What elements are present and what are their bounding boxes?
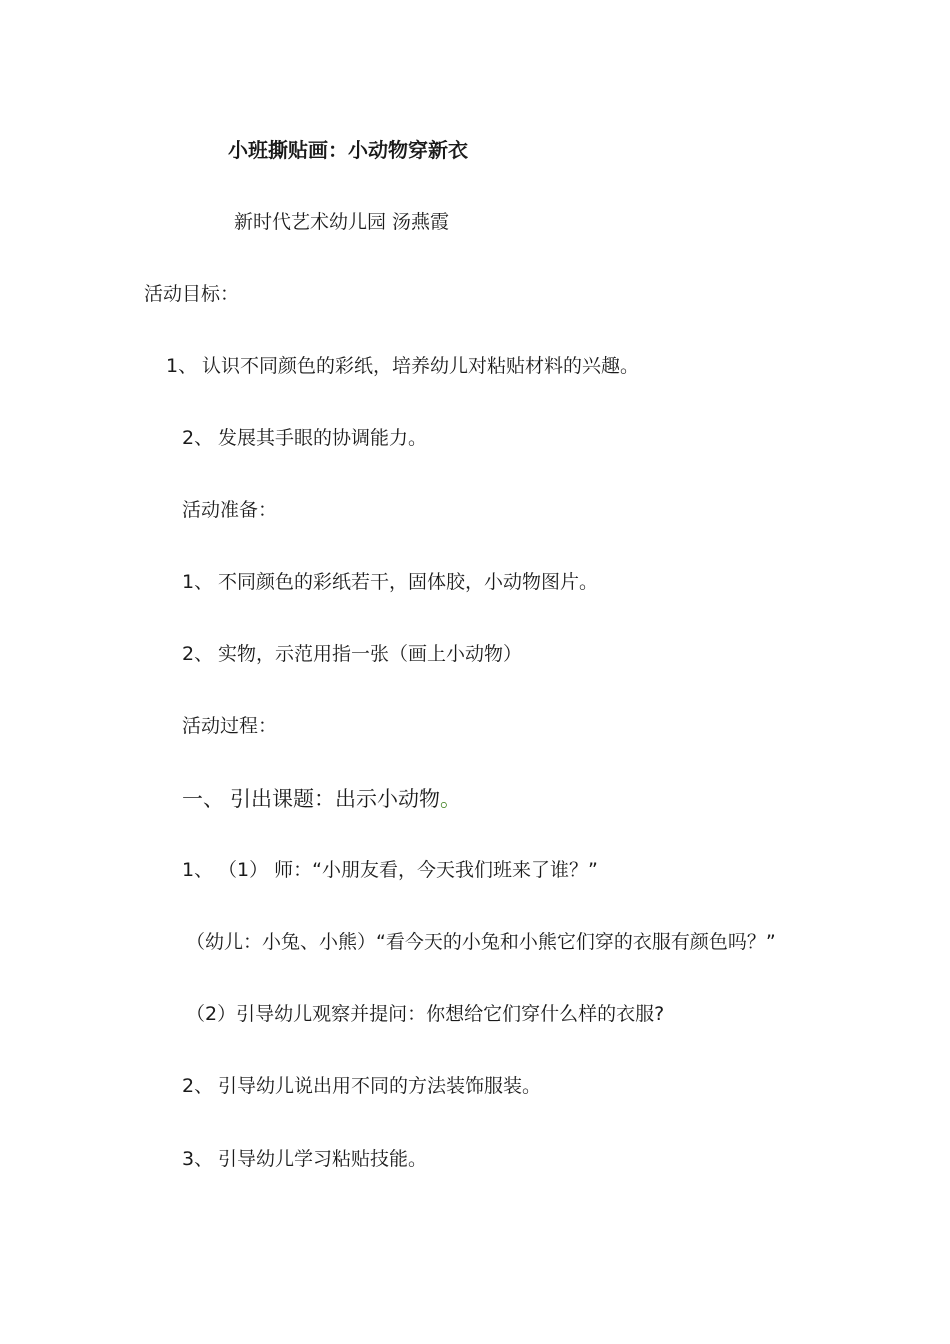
preparation-item-1-number: 1、: [182, 571, 214, 593]
preparation-heading: 活动准备：: [182, 499, 278, 521]
section-one-text: 引出课题：出示小动物: [230, 787, 440, 811]
step-2-text: 引导幼儿说出用不同的方法装饰服装。: [218, 1075, 542, 1097]
preparation-item-2: [182, 641, 522, 667]
goal-item-2: [182, 425, 427, 451]
preparation-item-2-number: 2、: [182, 643, 214, 665]
process-step-1: [182, 857, 598, 883]
goal-item-2-text: 发展其手眼的协调能力。: [218, 427, 428, 449]
preparation-item-2-text: 实物，示范用指一张（画上小动物）: [218, 643, 523, 665]
process-step-3: [182, 1146, 427, 1172]
process-section-one: [182, 786, 461, 812]
goal-item-1-number: 1、: [166, 355, 198, 377]
goal-item-2-number: 2、: [182, 427, 214, 449]
goals-heading: 活动目标：: [144, 283, 240, 305]
process-step-1-reply: （幼儿：小兔、小熊）“看今天的小兔和小熊它们穿的衣服有颜色吗？”: [186, 931, 776, 953]
section-one-number: 一、: [182, 787, 224, 811]
document-title: 小班撕贴画：小动物穿新衣: [228, 138, 468, 162]
section-one-end-mark: 。: [440, 787, 461, 811]
step-3-text: 引导幼儿学习粘贴技能。: [218, 1148, 428, 1170]
process-heading: 活动过程：: [182, 715, 278, 737]
step-1-text: （1） 师：“小朋友看，今天我们班来了谁？”: [218, 859, 598, 881]
step-1-number: 1、: [182, 859, 214, 881]
process-step-1-sub-2: （2）引导幼儿观察并提问：你想给它们穿什么样的衣服?: [186, 1003, 665, 1025]
author-line: 新时代艺术幼儿园 汤燕霞: [234, 211, 450, 233]
goal-item-1: [166, 353, 639, 379]
preparation-item-1-text: 不同颜色的彩纸若干，固体胶，小动物图片。: [218, 571, 599, 593]
goal-item-1-text: 认识不同颜色的彩纸，培养幼儿对粘贴材料的兴趣。: [202, 355, 640, 377]
process-step-2: [182, 1073, 541, 1099]
preparation-item-1: [182, 569, 598, 595]
step-2-number: 2、: [182, 1075, 214, 1097]
step-3-number: 3、: [182, 1148, 214, 1170]
